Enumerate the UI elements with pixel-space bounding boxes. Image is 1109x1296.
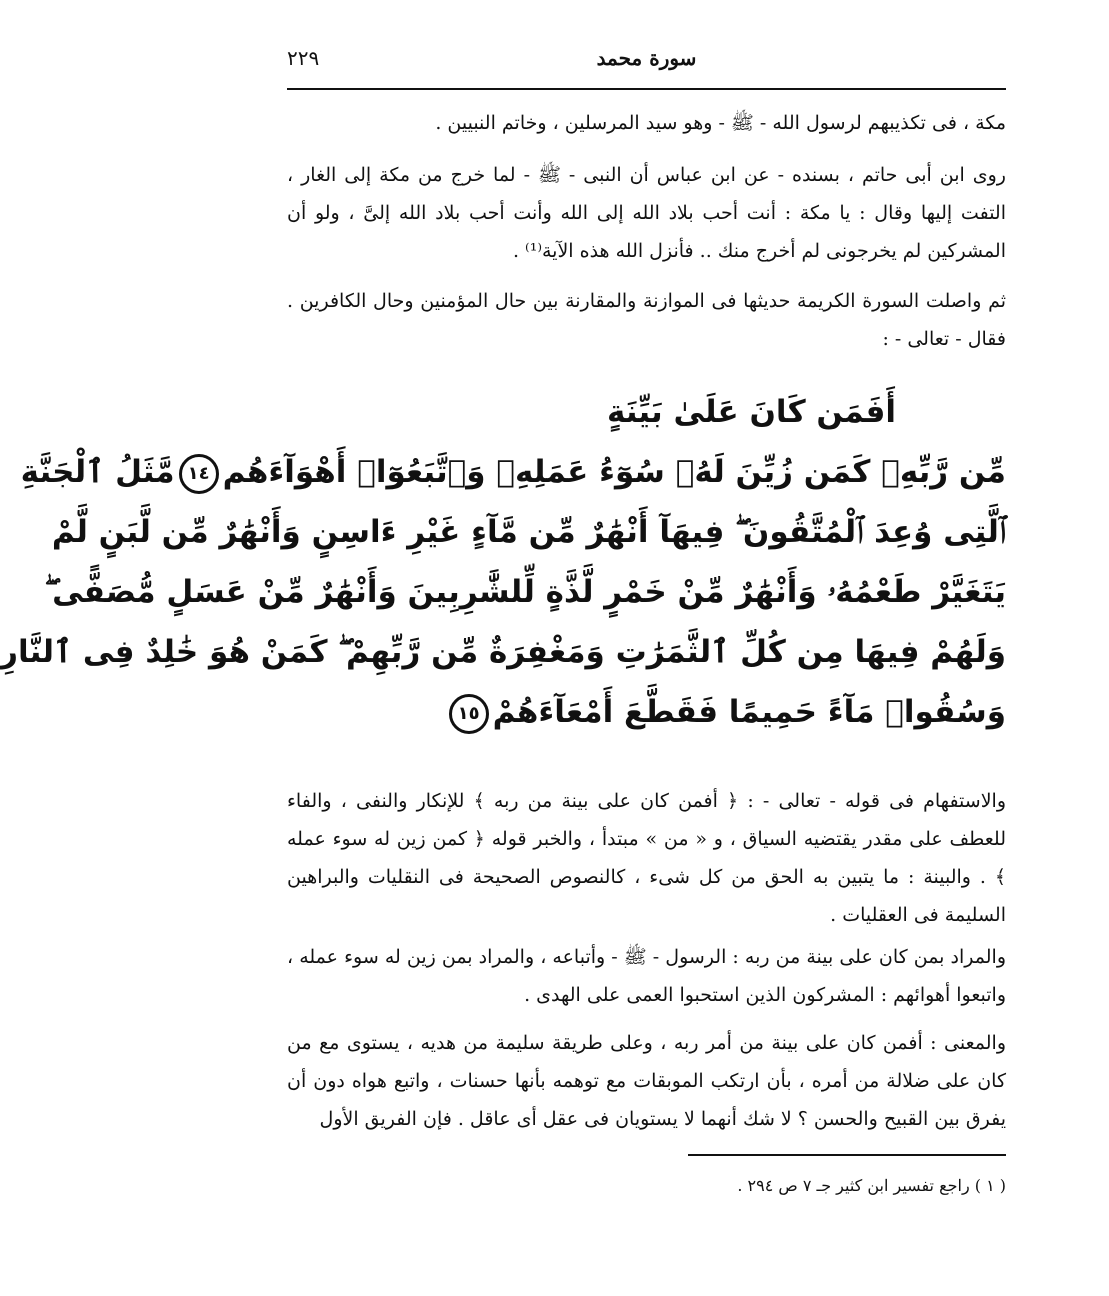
page-header: [287, 44, 1006, 90]
quran-line-4: يَتَغَيَّرْ طَعْمُهُۥ وَأَنْهَٰرٌ مِّنْ خَمْرٍ لَّذَّةٍ لِّلشَّٰرِبِينَ وَأَنْهَٰرٌ مِّنْ عَسَلٍ مُّصَفًّى ۖ: [44, 574, 1006, 610]
quran-line-6: [287, 682, 1006, 742]
ayah-number-15: ١٥: [449, 694, 489, 734]
footnote-divider: [688, 1154, 1006, 1156]
paragraph-2: روى ابن أبى حاتم ، بسنده - عن ابن عباس أن النبى - ﷺ - لما خرج من مكة إلى الغار ، التفت إليها وقال : يا مكة : أنت أحب بلاد الله إلى الله وأنت أحب بلاد الله إلىَّ ، ولو أن المشركين لم يخرجونى لم أخرج منك .. فأنزل الله هذه الآية⁽¹⁾ .: [287, 164, 1006, 262]
quran-verses-block: [0, 382, 1006, 742]
paragraph-5: والمراد بمن كان على بينة من ربه : الرسول - ﷺ - وأتباعه ، والمراد بمن زين له سوء عمله ، واتبعوا أهوائهم : المشركون الذين استحبوا العمى على الهدى .: [287, 946, 1006, 1006]
quran-line-3: ٱلَّتِى وُعِدَ ٱلْمُتَّقُونَ ۖ فِيهَآ أَنْهَٰرٌ مِّن مَّآءٍ غَيْرِ ءَاسِنٍ وَأَنْهَٰرٌ مِّن لَّبَنٍ لَّمْ: [51, 514, 1006, 550]
quran-line-6-text: وَسُقُوا۟ مَآءً حَمِيمًا فَقَطَّعَ أَمْعَآءَهُمْ: [492, 694, 1006, 730]
quran-line-2: [20, 442, 1006, 502]
page-number: ٢٢٩: [287, 46, 320, 70]
surah-title: سورة محمد: [596, 46, 697, 70]
quran-line-1: أَفَمَن كَانَ عَلَىٰ بَيِّنَةٍ: [606, 394, 896, 430]
footnote: ( ١ ) راجع تفسير ابن كثير جـ ٧ ص ٢٩٤ .: [737, 1176, 1006, 1195]
ayah-number-14: ١٤: [179, 454, 219, 494]
paragraph-4: والاستفهام فى قوله - تعالى - : ﴿ أفمن كان على بينة من ربه ﴾ للإنكار والنفى ، والفاء للعطف على مقدر يقتضيه السياق ، و « من » مبتدأ ، والخبر قوله ﴿ كمن زين له سوء عمله ﴾ . والبينة : ما يتبين به الحق من كل شىء ، كالنصوص الصحيحة فى النقليات والبراهين السليمة فى العقليات .: [287, 790, 1006, 926]
quran-line-2-end: مَّثَلُ ٱلْجَنَّةِ: [20, 454, 175, 490]
paragraph-3: ثم واصلت السورة الكريمة حديثها فى الموازنة والمقارنة بين حال المؤمنين وحال الكافرين . فقال - تعالى - :: [287, 290, 1006, 350]
quran-line-2-text: مِّن رَّبِّهِۦ كَمَن زُيِّنَ لَهُۥ سُوٓءُ عَمَلِهِۦ وَٱتَّبَعُوٓا۟ أَهْوَآءَهُم: [222, 454, 1006, 490]
paragraph-6: والمعنى : أفمن كان على بينة من أمر ربه ، وعلى طريقة سليمة من هديه ، يستوى مع من كان على ضلالة من أمره ، بأن ارتكب الموبقات مع توهمه بأنها حسنات ، واتبع هواه دون أن يفرق بين القبيح والحسن ؟ لا شك أنهما لا يستويان فى عقل أى عاقل . فإن الفريق الأول: [287, 1032, 1006, 1130]
paragraph-1: مكة ، فى تكذيبهم لرسول الله - ﷺ - وهو سيد المرسلين ، وخاتم النبيين .: [435, 112, 1006, 134]
quran-line-5: وَلَهُمْ فِيهَا مِن كُلِّ ٱلثَّمَرَٰتِ وَمَغْفِرَةٌ مِّن رَّبِّهِمْ ۖ كَمَنْ هُوَ خَٰلِدٌ فِى ٱلنَّارِ: [0, 634, 1006, 670]
